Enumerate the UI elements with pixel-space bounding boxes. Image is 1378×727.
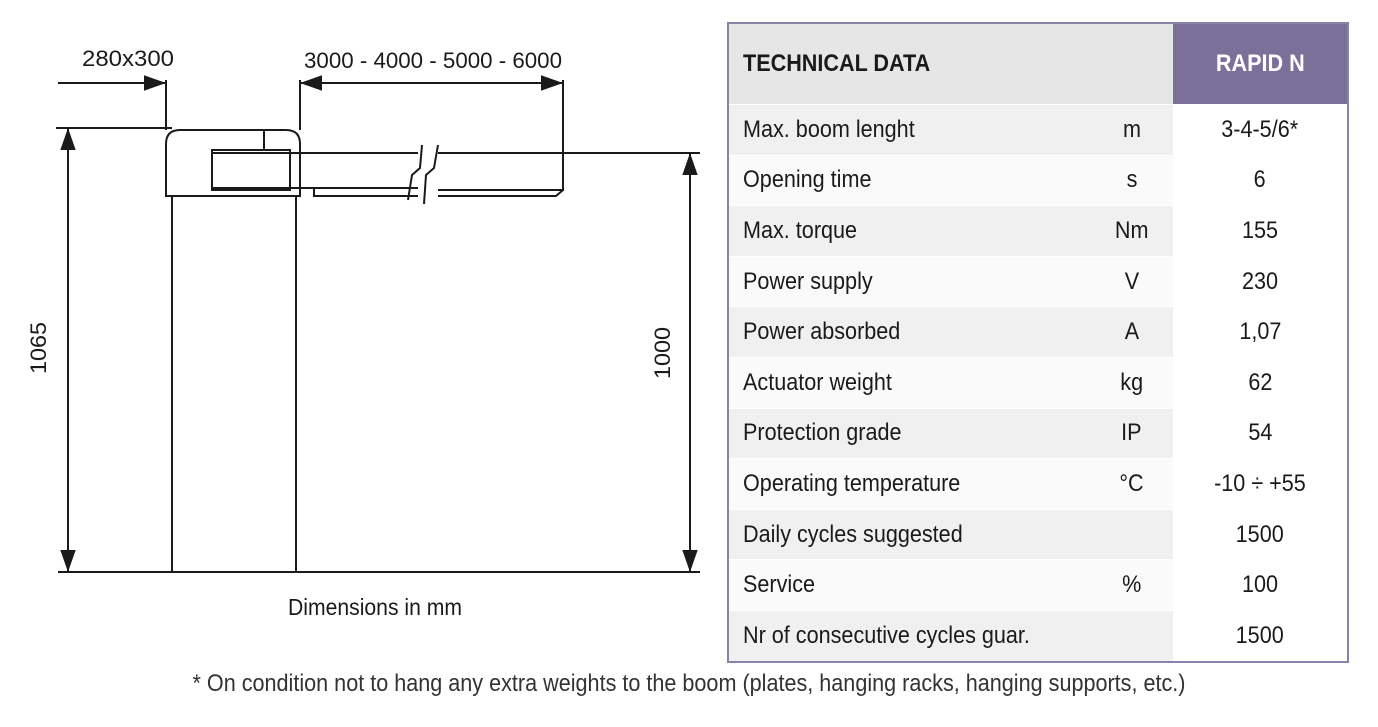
value-cell: 230 xyxy=(1173,256,1348,307)
drawing-caption: Dimensions in mm xyxy=(287,594,463,620)
boom-arm xyxy=(212,153,563,190)
param-cell: Max. torque xyxy=(728,206,1091,257)
table-row xyxy=(728,408,1348,459)
value-cell: 62 xyxy=(1173,357,1348,408)
param-cell: Nr of consecutive cycles guar. xyxy=(728,610,1091,661)
technical-data-table xyxy=(727,22,1349,663)
boom-arm-inner xyxy=(212,150,290,190)
table-row xyxy=(728,256,1348,307)
unit-cell: Nm xyxy=(1091,206,1173,257)
table-row xyxy=(728,509,1348,560)
unit-cell: A xyxy=(1091,307,1173,358)
unit-cell: % xyxy=(1091,560,1173,611)
table-row xyxy=(728,307,1348,358)
table-header-label: TECHNICAL DATA xyxy=(728,23,1173,105)
value-cell: 54 xyxy=(1173,408,1348,459)
unit-cell: s xyxy=(1091,155,1173,206)
param-cell: Protection grade xyxy=(728,408,1091,459)
table-row xyxy=(728,610,1348,661)
unit-cell xyxy=(1091,610,1173,661)
value-cell: 100 xyxy=(1173,560,1348,611)
value-cell: 155 xyxy=(1173,206,1348,257)
dim-total-height-label: 1065 xyxy=(26,325,51,374)
barrier-cabinet xyxy=(172,196,296,572)
param-cell: Operating temperature xyxy=(728,459,1091,510)
param-cell: Power supply xyxy=(728,256,1091,307)
barrier-top-housing xyxy=(166,130,300,196)
table-row xyxy=(728,357,1348,408)
param-cell: Actuator weight xyxy=(728,357,1091,408)
unit-cell xyxy=(1091,509,1173,560)
unit-cell: V xyxy=(1091,256,1173,307)
table-header-model: RAPID N xyxy=(1173,23,1348,105)
param-cell: Power absorbed xyxy=(728,307,1091,358)
unit-cell: °C xyxy=(1091,459,1173,510)
value-cell: 6 xyxy=(1173,155,1348,206)
dim-boom-label: 3000 - 4000 - 5000 - 6000 xyxy=(304,48,562,73)
dim-boom-height-label: 1000 xyxy=(650,330,675,379)
dim-width-label: 280x300 xyxy=(82,46,174,71)
param-cell: Service xyxy=(728,560,1091,611)
footnote: * On condition not to hang any extra weights to the boom (plates, hanging racks, hanging supports, etc.) xyxy=(192,670,1186,697)
value-cell: 3-4-5/6* xyxy=(1173,105,1348,156)
table-header-row xyxy=(728,23,1348,105)
boom-break-mark xyxy=(424,145,438,204)
value-cell: 1500 xyxy=(1173,509,1348,560)
table-row xyxy=(728,155,1348,206)
value-cell: 1500 xyxy=(1173,610,1348,661)
table-row xyxy=(728,560,1348,611)
value-cell: 1,07 xyxy=(1173,307,1348,358)
unit-cell: kg xyxy=(1091,357,1173,408)
table-row xyxy=(728,105,1348,156)
param-cell: Max. boom lenght xyxy=(728,105,1091,156)
table-row xyxy=(728,459,1348,510)
table-row xyxy=(728,206,1348,257)
param-cell: Opening time xyxy=(728,155,1091,206)
unit-cell: IP xyxy=(1091,408,1173,459)
param-cell: Daily cycles suggested xyxy=(728,509,1091,560)
barrier-dimension-drawing xyxy=(0,0,720,600)
value-cell: -10 ÷ +55 xyxy=(1173,459,1348,510)
unit-cell: m xyxy=(1091,105,1173,156)
